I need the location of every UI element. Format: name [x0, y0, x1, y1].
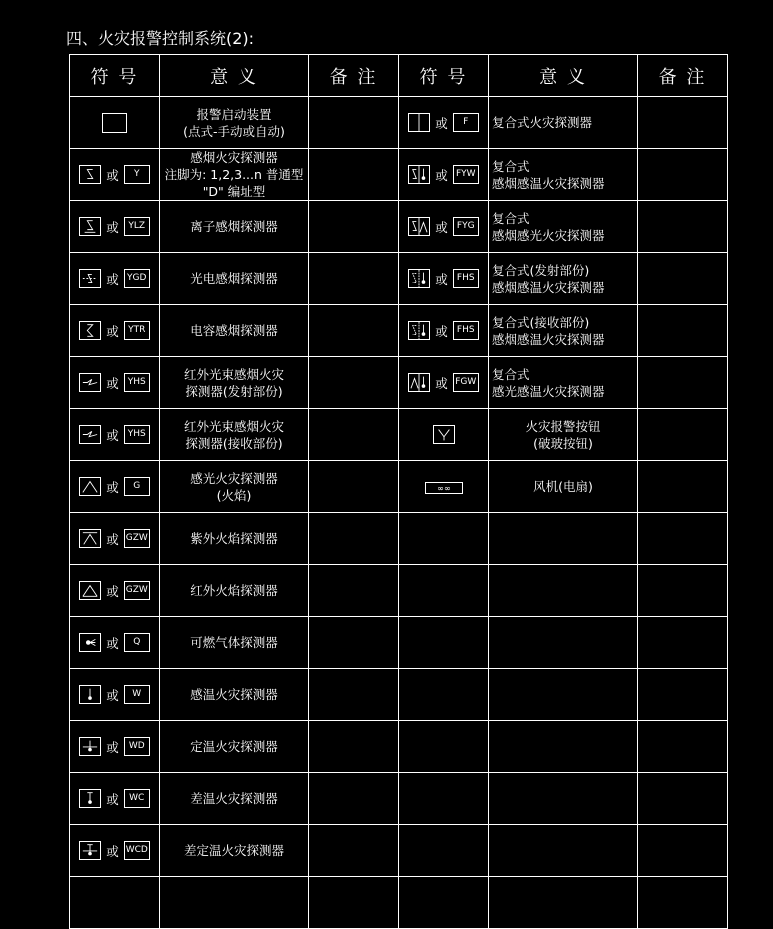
left-meaning-cell [160, 825, 309, 877]
left-meaning-cell [160, 773, 309, 825]
symbol-glyph-icon [79, 841, 101, 860]
header-symbol-2: 符 号 [399, 55, 489, 97]
symbol-glyph-icon [408, 165, 430, 184]
or-label: 或 [106, 375, 119, 391]
symbol-glyph-icon [79, 425, 101, 444]
table-row [70, 97, 728, 149]
right-meaning-cell [489, 721, 638, 773]
right-meaning-cell [489, 461, 638, 513]
or-label: 或 [106, 583, 119, 599]
left-remark-cell [309, 617, 399, 669]
meaning-line: 风机(电扇) [533, 479, 593, 494]
meaning-line: 红外光束感烟火灾 [183, 418, 284, 434]
or-label: 或 [435, 375, 448, 391]
meaning-line: 复合式(接收部份) [492, 314, 590, 330]
right-symbol-cell [399, 721, 489, 773]
right-meaning-cell [489, 877, 638, 929]
right-meaning-cell [489, 513, 638, 565]
right-remark-cell [638, 149, 728, 201]
symbol-code-box: Q [124, 633, 150, 652]
symbol-code-box: YGD [124, 269, 150, 288]
symbol-glyph-icon [79, 477, 101, 496]
meaning-line: 感烟感温火灾探测器 [492, 175, 605, 191]
right-remark-cell [638, 253, 728, 305]
or-label: 或 [106, 167, 119, 183]
table-row [70, 357, 728, 409]
right-remark-cell [638, 357, 728, 409]
symbol-code-box: FYG [453, 217, 479, 236]
left-symbol-cell [70, 513, 160, 565]
right-symbol-cell [399, 773, 489, 825]
right-meaning-cell [489, 201, 638, 253]
meaning-line: 差温火灾探测器 [190, 791, 278, 806]
left-meaning-cell [160, 461, 309, 513]
left-remark-cell [309, 97, 399, 149]
right-remark-cell [638, 97, 728, 149]
left-remark-cell [309, 409, 399, 461]
right-remark-cell [638, 201, 728, 253]
or-label: 或 [106, 687, 119, 703]
left-meaning-cell [160, 201, 309, 253]
left-meaning-cell [160, 97, 309, 149]
table-row [70, 721, 728, 773]
left-remark-cell [309, 149, 399, 201]
left-remark-cell [309, 721, 399, 773]
or-label: 或 [106, 271, 119, 287]
left-symbol-cell [70, 357, 160, 409]
left-meaning-cell [160, 721, 309, 773]
right-meaning-cell [489, 305, 638, 357]
header-meaning: 意 义 [160, 55, 309, 97]
right-remark-cell [638, 877, 728, 929]
table-row [70, 669, 728, 721]
left-remark-cell [309, 357, 399, 409]
right-meaning-cell [489, 409, 638, 461]
right-remark-cell [638, 825, 728, 877]
symbol-glyph-icon [433, 425, 455, 444]
right-remark-cell [638, 461, 728, 513]
left-symbol-cell [70, 305, 160, 357]
meaning-line: 红外光束感烟火灾 [183, 366, 284, 382]
meaning-line: 探测器(接收部份) [185, 435, 283, 451]
left-remark-cell [309, 513, 399, 565]
table-row [70, 877, 728, 929]
right-symbol-cell [399, 617, 489, 669]
symbol-code-box: YLZ [124, 217, 150, 236]
meaning-line: 紫外火焰探测器 [190, 531, 278, 546]
meaning-line: 复合式 [492, 210, 530, 226]
symbol-code-box: FHS [453, 321, 479, 340]
meaning-line: 感烟感温火灾探测器 [492, 279, 605, 295]
right-symbol-cell [399, 669, 489, 721]
symbol-glyph-icon [79, 529, 101, 548]
symbol-glyph-icon [425, 482, 463, 494]
symbol-code-box: FHS [453, 269, 479, 288]
right-meaning-cell [489, 617, 638, 669]
left-symbol-cell [70, 461, 160, 513]
meaning-line: 复合式 [492, 158, 530, 174]
or-label: 或 [435, 323, 448, 339]
symbol-table [69, 54, 728, 929]
symbol-code-box: YTR [124, 321, 150, 340]
right-symbol-cell [399, 97, 489, 149]
table-row [70, 149, 728, 201]
symbol-glyph-icon [79, 321, 101, 340]
or-label: 或 [106, 843, 119, 859]
right-symbol-cell [399, 357, 489, 409]
meaning-line: 感烟感光火灾探测器 [492, 227, 605, 243]
meaning-line: 注脚为: 1,2,3...n 普通型 [164, 167, 304, 182]
left-remark-cell [309, 201, 399, 253]
left-meaning-cell [160, 253, 309, 305]
symbol-glyph-icon [79, 373, 101, 392]
meaning-line: 可燃气体探测器 [190, 635, 278, 650]
symbol-code-box: F [453, 113, 479, 132]
meaning-line: "D" 编址型 [202, 184, 266, 199]
symbol-code-box: YHS [124, 373, 150, 392]
left-symbol-cell [70, 825, 160, 877]
symbol-code-box: WCD [124, 841, 150, 860]
right-symbol-cell [399, 305, 489, 357]
left-remark-cell [309, 773, 399, 825]
or-label: 或 [106, 427, 119, 443]
right-symbol-cell [399, 513, 489, 565]
symbol-glyph-icon [79, 737, 101, 756]
left-remark-cell [309, 877, 399, 929]
header-remark-2: 备 注 [638, 55, 728, 97]
table-row [70, 305, 728, 357]
symbol-glyph-icon [408, 113, 430, 132]
symbol-glyph-icon [408, 373, 430, 392]
or-label: 或 [435, 219, 448, 235]
meaning-line: 探测器(发射部份) [185, 383, 283, 399]
symbol-code-box: WD [124, 737, 150, 756]
meaning-line: 定温火灾探测器 [190, 739, 278, 754]
left-meaning-cell [160, 617, 309, 669]
left-meaning-cell [160, 513, 309, 565]
right-meaning-cell [489, 773, 638, 825]
symbol-glyph-icon [79, 685, 101, 704]
right-symbol-cell [399, 201, 489, 253]
table-row [70, 825, 728, 877]
right-meaning-cell [489, 253, 638, 305]
left-remark-cell [309, 305, 399, 357]
left-symbol-cell [70, 565, 160, 617]
left-meaning-cell [160, 565, 309, 617]
meaning-line: 复合式火灾探测器 [492, 115, 593, 130]
right-remark-cell [638, 565, 728, 617]
left-remark-cell [309, 565, 399, 617]
meaning-line: (破玻按钮) [533, 435, 593, 451]
symbol-code-box: GZW [124, 529, 150, 548]
right-symbol-cell [399, 409, 489, 461]
table-row [70, 565, 728, 617]
meaning-line: (点式-手动或自动) [183, 123, 285, 139]
table-row [70, 513, 728, 565]
meaning-line: 火灾报警按钮 [525, 418, 601, 434]
left-meaning-cell [160, 877, 309, 929]
meaning-line: 感温火灾探测器 [190, 687, 278, 702]
or-label: 或 [106, 323, 119, 339]
left-symbol-cell [70, 201, 160, 253]
left-remark-cell [309, 253, 399, 305]
meaning-line: 报警启动装置 [196, 106, 272, 122]
header-symbol: 符 号 [70, 55, 160, 97]
symbol-code-box: FYW [453, 165, 479, 184]
left-symbol-cell [70, 721, 160, 773]
table-row [70, 253, 728, 305]
meaning-line: 红外火焰探测器 [190, 583, 278, 598]
or-label: 或 [106, 479, 119, 495]
right-remark-cell [638, 409, 728, 461]
symbol-glyph-icon [79, 269, 101, 288]
meaning-line: 感光感温火灾探测器 [492, 383, 605, 399]
or-label: 或 [106, 739, 119, 755]
symbol-code-box: YHS [124, 425, 150, 444]
right-remark-cell [638, 305, 728, 357]
symbol-glyph-icon [79, 789, 101, 808]
symbol-glyph-icon [408, 269, 430, 288]
symbol-glyph-icon [79, 217, 101, 236]
header-row [70, 55, 728, 97]
meaning-line: 差定温火灾探测器 [183, 843, 284, 858]
table-row [70, 201, 728, 253]
meaning-line: 光电感烟探测器 [190, 271, 278, 286]
left-meaning-cell [160, 357, 309, 409]
or-label: 或 [106, 531, 119, 547]
or-label: 或 [435, 271, 448, 287]
left-symbol-cell [70, 617, 160, 669]
meaning-line: 复合式 [492, 366, 530, 382]
left-symbol-cell [70, 97, 160, 149]
right-symbol-cell [399, 825, 489, 877]
right-meaning-cell [489, 149, 638, 201]
right-remark-cell [638, 617, 728, 669]
left-remark-cell [309, 461, 399, 513]
symbol-code-box: GZW [124, 581, 150, 600]
symbol-code-box: WC [124, 789, 150, 808]
left-meaning-cell [160, 305, 309, 357]
symbol-glyph-icon [79, 581, 101, 600]
or-label: 或 [435, 167, 448, 183]
right-meaning-cell [489, 97, 638, 149]
symbol-glyph-icon [79, 165, 101, 184]
left-symbol-cell [70, 877, 160, 929]
left-meaning-cell [160, 409, 309, 461]
table-row [70, 461, 728, 513]
or-label: 或 [435, 115, 448, 131]
right-meaning-cell [489, 669, 638, 721]
left-symbol-cell [70, 773, 160, 825]
meaning-line: (火焰) [216, 487, 252, 503]
symbol-code-box: W [124, 685, 150, 704]
left-remark-cell [309, 669, 399, 721]
meaning-line: 感光火灾探测器 [190, 470, 278, 486]
right-symbol-cell [399, 877, 489, 929]
left-meaning-cell [160, 669, 309, 721]
symbol-glyph-icon [102, 113, 127, 133]
right-meaning-cell [489, 357, 638, 409]
left-symbol-cell [70, 669, 160, 721]
right-remark-cell [638, 669, 728, 721]
or-label: 或 [106, 791, 119, 807]
or-label: 或 [106, 635, 119, 651]
right-remark-cell [638, 773, 728, 825]
header-meaning-2: 意 义 [489, 55, 638, 97]
left-meaning-cell [160, 149, 309, 201]
meaning-line: 电容感烟探测器 [190, 323, 278, 338]
right-symbol-cell [399, 565, 489, 617]
meaning-line: 感烟火灾探测器 [190, 150, 278, 165]
right-remark-cell [638, 721, 728, 773]
right-meaning-cell [489, 825, 638, 877]
right-remark-cell [638, 513, 728, 565]
meaning-line: 复合式(发射部份) [492, 262, 590, 278]
symbol-code-box: Y [124, 165, 150, 184]
meaning-line: 感烟感温火灾探测器 [492, 331, 605, 347]
or-label: 或 [106, 219, 119, 235]
left-symbol-cell [70, 409, 160, 461]
table-row [70, 617, 728, 669]
symbol-glyph-icon [79, 633, 101, 652]
right-meaning-cell [489, 565, 638, 617]
right-symbol-cell [399, 253, 489, 305]
symbol-code-box: FGW [453, 373, 479, 392]
svg-text:∞∞: ∞∞ [436, 482, 451, 493]
left-symbol-cell [70, 149, 160, 201]
header-remark: 备 注 [309, 55, 399, 97]
right-symbol-cell [399, 461, 489, 513]
left-remark-cell [309, 825, 399, 877]
symbol-glyph-icon [408, 321, 430, 340]
table-row [70, 773, 728, 825]
page-title: 四、火灾报警控制系统(2): [66, 29, 255, 48]
table-row [70, 409, 728, 461]
symbol-code-box: G [124, 477, 150, 496]
left-symbol-cell [70, 253, 160, 305]
symbol-glyph-icon [408, 217, 430, 236]
right-symbol-cell [399, 149, 489, 201]
meaning-line: 离子感烟探测器 [190, 219, 278, 234]
